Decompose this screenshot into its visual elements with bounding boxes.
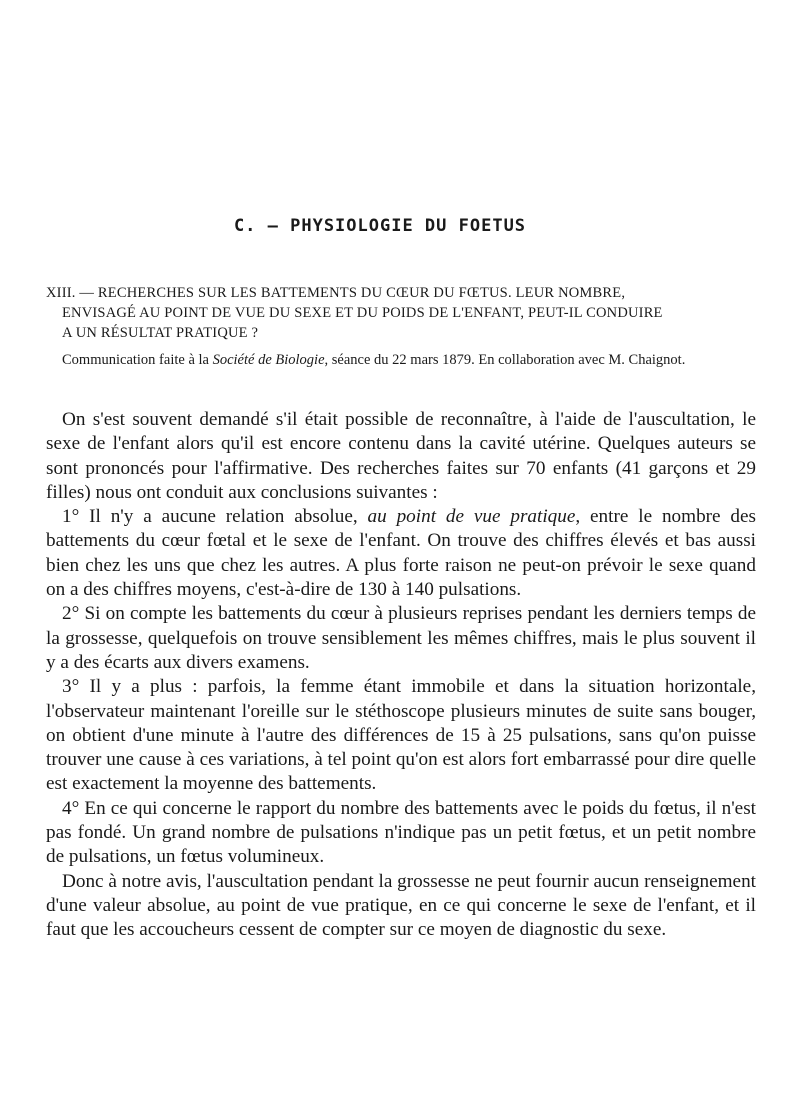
section-title: C. — PHYSIOLOGIE DU FOETUS <box>233 216 527 236</box>
paragraph-intro: On s'est souvent demandé s'il était possible de reconnaître, à l'aide de l'auscultation, le sexe de l'enfant alors qu'il est encore contenu dans la cavité utérine. Quelques auteurs se sont prononcés pour l'affirmative. Des recherches faites sur 70 enfants (41 garçons et 29 filles) nous ont conduit aux conclusions suivantes : <box>46 409 756 503</box>
emphasis-text: au point de vue pratique <box>367 506 576 528</box>
chapter-title-line-2: ENVISAGÉ AU POINT DE VUE DU SEXE ET DU POIDS DE L'ENFANT, PEUT-IL CONDUIRE <box>62 305 663 321</box>
body-text <box>46 408 756 943</box>
chapter-title-line-1: XIII. — RECHERCHES SUR LES BATTEMENTS DU CŒUR DU FŒTUS. LEUR NOMBRE, <box>46 285 626 301</box>
paragraph-text: , entre le nombre des battements du cœur fœtal et le sexe de l'enfant. On trouve des chiffres élevés et bas aussi bien chez les uns que chez les autres. A plus forte raison ne peut-on prévoir le sexe quand on a des chiffres moyens, c'est-à-dire de 130 à 140 pulsations. <box>46 506 757 601</box>
communication-after: , séance du 22 mars 1879. En collaboration avec M. Chaignot. <box>324 352 686 368</box>
paragraph-conclusion-4: 4° En ce qui concerne le rapport du nombre des battements avec le poids du fœtus, il n'est pas fondé. Un grand nombre de pulsations n'indique pas un petit fœtus, et un petit nombre de pulsations, un fœtus volumineux. <box>46 797 756 868</box>
chapter-title-line-3: A UN RÉSULTAT PRATIQUE ? <box>62 325 259 341</box>
paragraph-conclusion-3: 3° Il y a plus : parfois, la femme étant immobile et dans la situation horizontale, l'observateur maintenant l'oreille sur le stéthoscope plusieurs minutes de suite sans bouger, on obtient d'une minute à l'autre des différences de 15 à 25 pulsations, sans qu'on puisse trouver une cause à ces variations, à tel point qu'on est alors fort embarrassé pour dire quelle est exactement la moyenne des battements. <box>46 676 756 795</box>
communication-before: Communication faite à la <box>62 352 213 368</box>
society-name: Société de Biologie <box>212 352 325 368</box>
chapter-title <box>46 283 756 343</box>
paragraph-text: 1° Il n'y a aucune relation absolue, <box>62 506 368 528</box>
communication-note <box>46 351 756 369</box>
paragraph-conclusion-2: 2° Si on compte les battements du cœur à plusieurs reprises pendant les derniers temps de la grossesse, quelquefois on trouve sensiblement les mêmes chiffres, mais le plus souvent il y a des écarts aux divers examens. <box>46 603 756 673</box>
paragraph-conclusion-1 <box>46 505 756 602</box>
paragraph-final: Donc à notre avis, l'auscultation pendant la grossesse ne peut fournir aucun renseignement d'une valeur absolue, au point de vue pratique, en ce qui concerne le sexe de l'enfant, et il faut que les accoucheurs cessent de compter sur ce moyen de diagnostic du sexe. <box>46 870 756 941</box>
